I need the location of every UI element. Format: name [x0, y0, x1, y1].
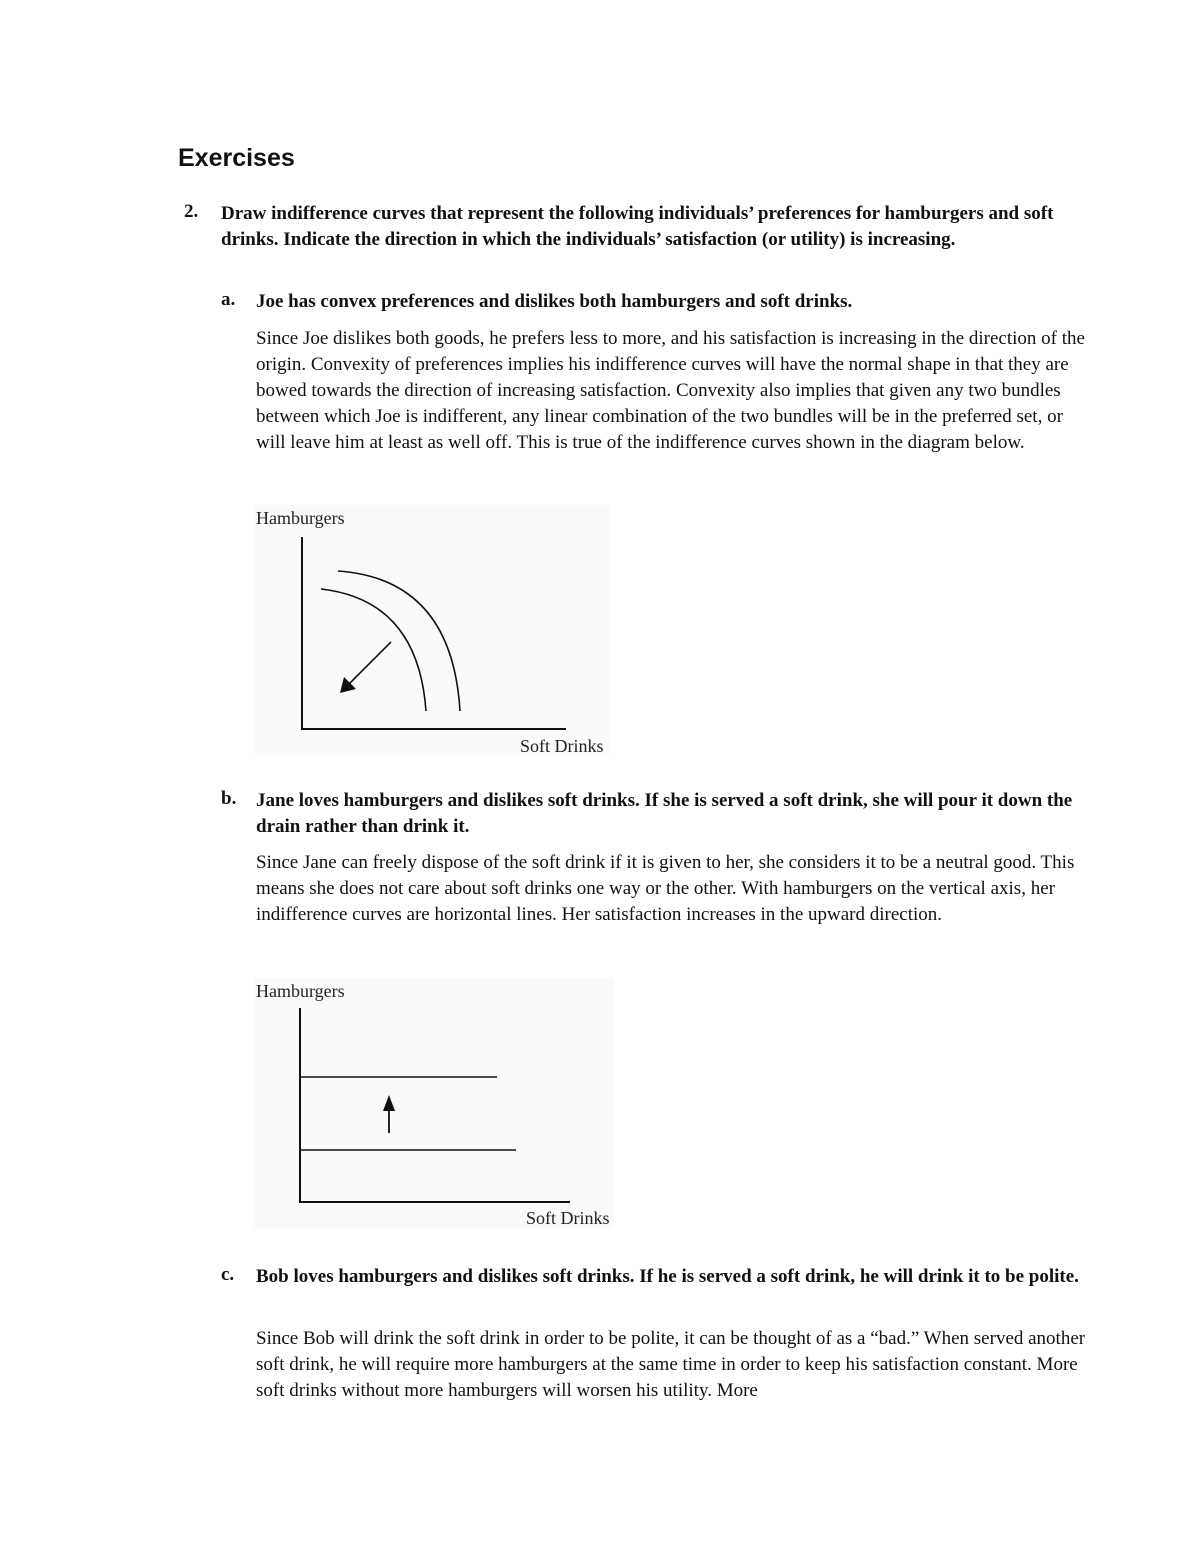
part-b-answer: Since Jane can freely dispose of the soft drink if it is given to her, she considers it to be a neutral good. This means she does not care about soft drinks one way or the other. With hamburgers on the vertical axis, her indifference curves are horizontal lines. Her satisfaction increases in the upward direction. — [256, 852, 1075, 925]
part-c-title: Bob loves hamburgers and dislikes soft drinks. If he is served a soft drink, he will drink it to be polite. — [256, 1266, 1079, 1287]
part-a-answer: Since Joe dislikes both goods, he prefers less to more, and his satisfaction is increasing in the direction of the origin. Convexity of preferences implies his indifference curves will have the normal shape in that they are bowed towards the direction of increasing satisfaction. Convexity also implies that given any two bundles between which Joe is indifferent, any linear combination of the two bundles will be in the preferred set, or will leave him at least as well off. This is true of the indifference curves shown in the diagram below. — [256, 328, 1085, 453]
part-a-letter: a. — [221, 289, 236, 310]
figure-background — [254, 978, 614, 1228]
figure-background — [254, 505, 609, 755]
x-axis-label: Soft Drinks — [526, 1208, 610, 1228]
page-title: Exercises — [178, 144, 295, 172]
question-text: Draw indifference curves that represent the following individuals’ preferences for hamburgers and soft drinks. Indicate the direction in which the individuals’ satisfaction (or utility) is increasing. — [221, 203, 1054, 250]
figure-jane-indifference-curves — [254, 978, 624, 1230]
part-b-letter: b. — [221, 788, 237, 809]
part-b-title: Jane loves hamburgers and dislikes soft drinks. If she is served a soft drink, she will pour it down the drain rather than drink it. — [256, 790, 1073, 837]
part-c-answer: Since Bob will drink the soft drink in order to be polite, it can be thought of as a “bad.” When served another soft drink, he will require more hamburgers at the same time in order to keep his satisfaction constant. More soft drinks without more hamburgers will worsen his utility. More — [256, 1328, 1086, 1401]
figure-joe-indifference-curves — [254, 505, 614, 757]
y-axis-label: Hamburgers — [256, 508, 345, 528]
x-axis-label: Soft Drinks — [520, 736, 604, 756]
part-a-title: Joe has convex preferences and dislikes both hamburgers and soft drinks. — [256, 291, 853, 312]
y-axis-label: Hamburgers — [256, 981, 345, 1001]
question-number: 2. — [184, 201, 199, 222]
part-c-letter: c. — [221, 1264, 235, 1285]
